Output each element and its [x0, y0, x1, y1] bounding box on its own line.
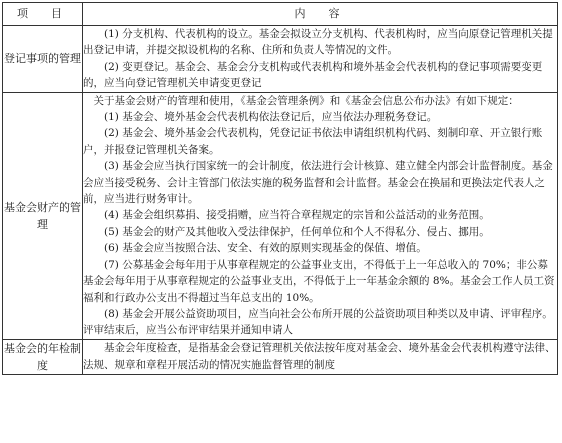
paragraph: (6) 基金会应当按照合法、安全、有效的原则实现基金的保值、增值。 [104, 242, 427, 255]
paragraph: (2) 基金会、境外基金会代表机构，凭登记证书依法申请组织机构代码、刻制印章、开立银行账户，并报登记管理机关备案。 [83, 127, 543, 156]
paragraph: (1) 基金会、境外基金会代表机构依法登记后，应当依法办理税务登记。 [104, 111, 438, 124]
content-table [2, 2, 558, 375]
row-content [83, 26, 558, 93]
table-header-row [3, 3, 558, 26]
paragraph: (5) 基金会的财产及其他收入受法律保护，任何单位和个人不得私分、侵占、挪用。 [104, 225, 490, 238]
paragraph: (2) 变更登记。基金会、基金会分支机构或代表机构和境外基金会代表机构的登记事项需要变更的，应当向登记管理机关申请变更登记 [83, 60, 543, 90]
row-content [83, 92, 558, 339]
paragraph: (7) 公募基金会每年用于从事章程规定的公益事业支出，不得低于上一年总收入的 70%；非公募基金会每年用于从事章程规定的公益事业支出，不得低于上一年基金余额的 8%。基金会工作人员工资福利和行政办公支出不得超过当年总支出的 10%。 [83, 258, 555, 304]
row-category: 登记事项的管理 [3, 26, 83, 93]
table-row-property [3, 92, 558, 339]
row-content [83, 339, 558, 374]
paragraph: 基金会年度检查，是指基金会登记管理机关依法按年度对基金会、境外基金会代表机构遵守法律、法规、规章和章程开展活动的情况实施监督管理的制度 [83, 342, 556, 371]
paragraph-intro: 关于基金会财产的管理和使用，《基金会管理条例》和《基金会信息公布办法》有如下规定： [93, 94, 519, 107]
paragraph: (1) 分支机构、代表机构的设立。基金会拟设立分支机构、代表机构时，应当向原登记管理机关提出登记申请，并提交拟设机构的名称、住所和负责人等情况的文件。 [83, 28, 553, 57]
paragraph: (4) 基金会组织募捐、接受捐赠，应当符合章程规定的宗旨和公益活动的业务范围。 [104, 209, 490, 222]
table-row-annual-inspection [3, 339, 558, 374]
header-content: 内 容 [83, 3, 558, 26]
row-category: 基金会的年检制度 [3, 339, 83, 374]
header-item: 项 目 [3, 3, 83, 26]
table-row-registration [3, 26, 558, 93]
paragraph: (3) 基金会应当执行国家统一的会计制度，依法进行会计核算、建立健全内部会计监督制度。基金会应当接受税务、会计主管部门依法实施的税务监督和会计监督。基金会在换届和更换法定代表人之前，应当进行财务审计。 [83, 160, 553, 206]
paragraph: (8) 基金会开展公益资助项目，应当向社会公布所开展的公益资助项目种类以及申请、评审程序。评审结束后，应当公布评审结果并通知申请人 [83, 307, 553, 337]
row-category: 基金会财产的管理 [3, 92, 83, 339]
